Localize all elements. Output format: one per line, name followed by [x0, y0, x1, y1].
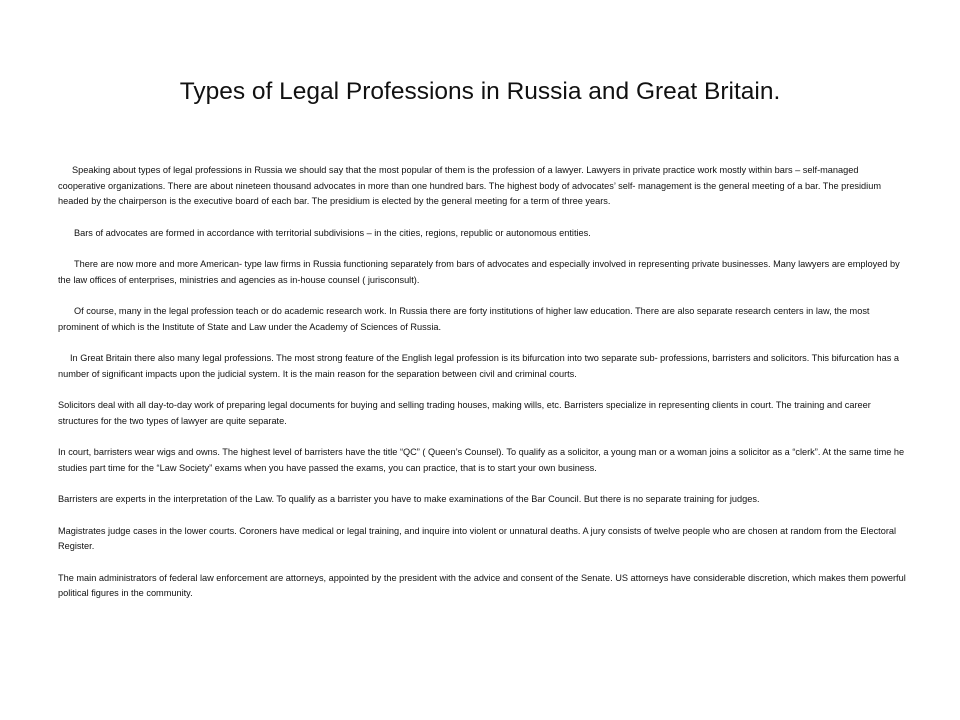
paragraph-great-britain: In Great Britain there also many legal professions. The most strong feature of the English legal profession is its bifurcation into two separate sub- professions, barristers and solicitors. This bifurcation has a number of significant impacts upon the judicial system. It is the main reason for the separation between civil and criminal courts. [58, 353, 899, 379]
paragraph-bars-of-advocates: Bars of advocates are formed in accordance with territorial subdivisions – in the cities, regions, republic or autonomous entities. [74, 227, 591, 238]
paragraph-solicitors: Solicitors deal with all day-to-day work of preparing legal documents for buying and selling trading houses, making wills, etc. Barristers specialize in representing clients in court. The training and career structures for the two types of lawyer are quite separate. [58, 400, 871, 426]
paragraph-court-barristers: In court, barristers wear wigs and owns. The highest level of barristers have the title “QC” ( Queen’s Counsel). To qualify as a solicitor, a young man or a woman joins a solicitor as a “clerk”. At the same time he studies part time for the “Law Society” exams when you have passed the exams, you can practice, that is to start your own business. [58, 447, 905, 473]
paragraph-academic-research: Of course, many in the legal profession teach or do academic research work. In Russia there are forty institutions of higher law education. There are also separate research centers in law, the most prominent of which is the Institute of State and Law under the Academy of Sciences of Russia. [58, 306, 870, 332]
paragraph-magistrates: Magistrates judge cases in the lower courts. Coroners have medical or legal training, and inquire into violent or unnatural deaths. A jury consists of twelve people who are chosen at random from the Electoral Register. [58, 525, 897, 551]
paragraph-russia-lawyers: Speaking about types of legal professions in Russia we should say that the most popular of them is the profession of a lawyer. Lawyers in private practice work mostly within bars – self-managed cooperative organizations. There are about nineteen thousand advocates in more than one hundred bars. The highest body of advocates’ self- management is the general meeting of a bar. The presidium headed by the chairperson is the executive board of each bar. The presidium is elected by the general meeting for a term of three years. [58, 165, 881, 206]
slide-body [58, 163, 906, 602]
paragraph-attorneys: The main administrators of federal law enforcement are attorneys, appointed by the president with the advice and consent of the Senate. US attorneys have considerable discretion, which makes them powerful political figures in the community. [58, 572, 906, 598]
slide-title: Types of Legal Professions in Russia and Great Britain. [179, 78, 781, 105]
paragraph-american-law-firms: There are now more and more American- type law firms in Russia functioning separately from bars of advocates and especially involved in representing private businesses. Many lawyers are employed by the law offices of enterprises, ministries and agencies as in-house counsel ( jurisconsult). [58, 259, 900, 285]
paragraph-barristers-experts: Barristers are experts in the interpretation of the Law. To qualify as a barrister you have to make examinations of the Bar Council. But there is no separate training for judges. [58, 494, 760, 504]
